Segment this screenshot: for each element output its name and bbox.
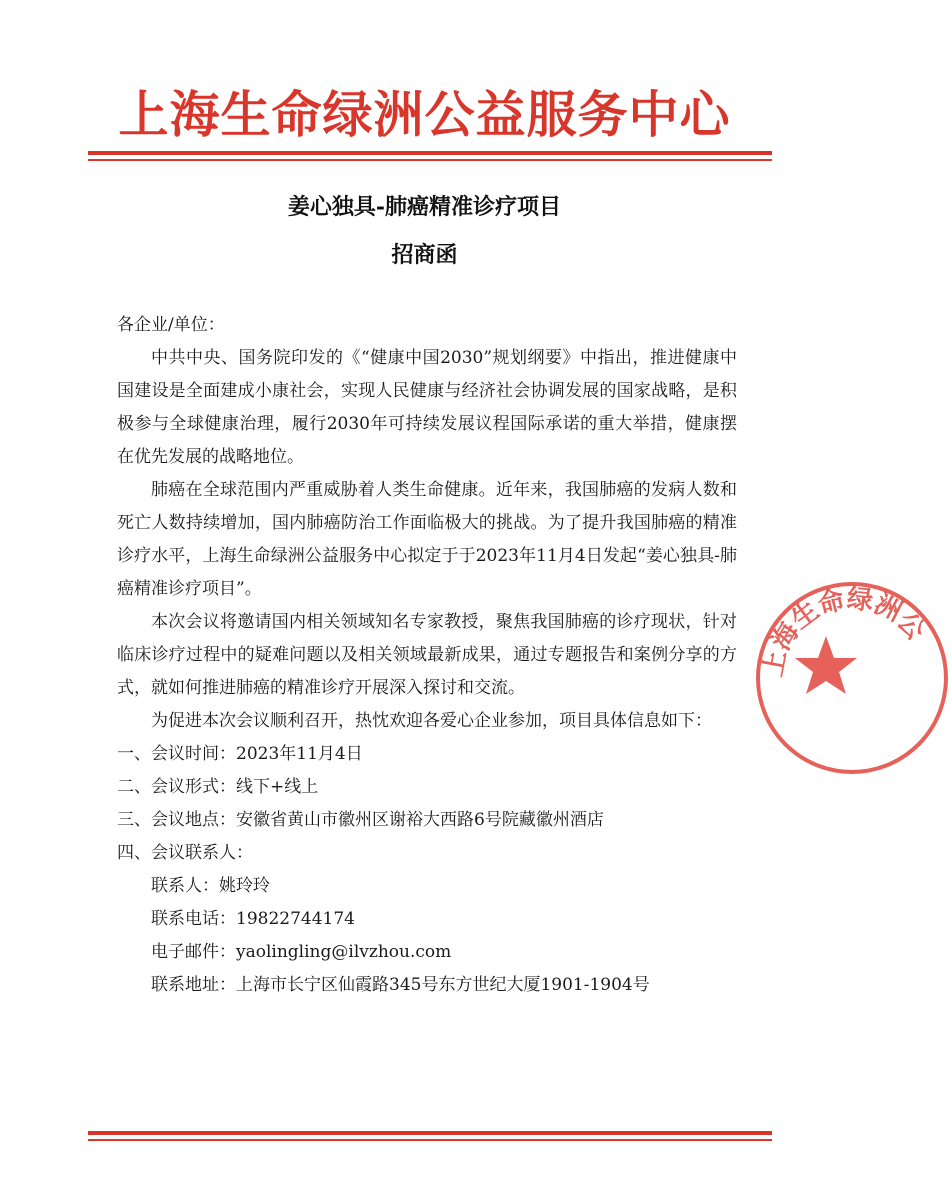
info-venue: 三、会议地点：安徽省黄山市徽州区谢裕大西路6号院藏徽州酒店 <box>117 810 604 830</box>
letterhead-rule-thin <box>88 159 772 161</box>
seal-text: 上海生命绿洲公 <box>758 584 931 680</box>
letterhead-rule-thick <box>88 151 772 155</box>
document-title: 姜心独具-肺癌精准诊疗项目 <box>287 194 562 220</box>
contact-phone: 联系电话：19822744174 <box>151 909 355 929</box>
salutation: 各企业/单位： <box>117 315 225 335</box>
info-contact-heading: 四、会议联系人： <box>117 843 253 863</box>
paragraph-2: 肺癌在全球范围内严重威胁着人类生命健康。近年来，我国肺癌的发病人数和死亡人数持续增加，国内肺癌防治工作面临极大的挑战。为了提升我国肺癌的精准诊疗水平，上海生命绿洲公益服务中心拟定于于2023年11月4日发起“姜心独具-肺癌精准诊疗项目”。 <box>117 480 737 599</box>
contact-person: 联系人：姚玲玲 <box>151 876 270 896</box>
document-subtitle: 招商函 <box>391 242 458 268</box>
letterhead-org-name: 上海生命绿洲公益服务中心 <box>118 86 731 144</box>
info-format: 二、会议形式：线下+线上 <box>117 777 319 797</box>
contact-address: 联系地址：上海市长宁区仙霞路345号东方世纪大厦1901-1904号 <box>151 975 650 995</box>
footer-rule-thin <box>88 1139 772 1141</box>
official-seal-stamp <box>752 578 952 778</box>
paragraph-3: 本次会议将邀请国内相关领域知名专家教授，聚焦我国肺癌的诊疗现状，针对临床诊疗过程中的疑难问题以及相关领域最新成果，通过专题报告和案例分享的方式，就如何推进肺癌的精准诊疗开展深入探讨和交流。 <box>117 612 737 698</box>
paragraph-4: 为促进本次会议顺利召开，热忱欢迎各爱心企业参加，项目具体信息如下： <box>151 711 712 731</box>
contact-email: 电子邮件：yaolingling@ilvzhou.com <box>151 942 452 962</box>
footer-rule-thick <box>88 1131 772 1135</box>
paragraph-1: 中共中央、国务院印发的《“健康中国2030”规划纲要》中指出，推进健康中国建设是全面建成小康社会，实现人民健康与经济社会协调发展的国家战略，是积极参与全球健康治理，履行2030年可持续发展议程国际承诺的重大举措，健康摆在优先发展的战略地位。 <box>117 348 737 467</box>
seal-star-icon <box>795 636 857 694</box>
letter-body <box>117 309 737 1002</box>
info-time: 一、会议时间：2023年11月4日 <box>117 744 363 764</box>
